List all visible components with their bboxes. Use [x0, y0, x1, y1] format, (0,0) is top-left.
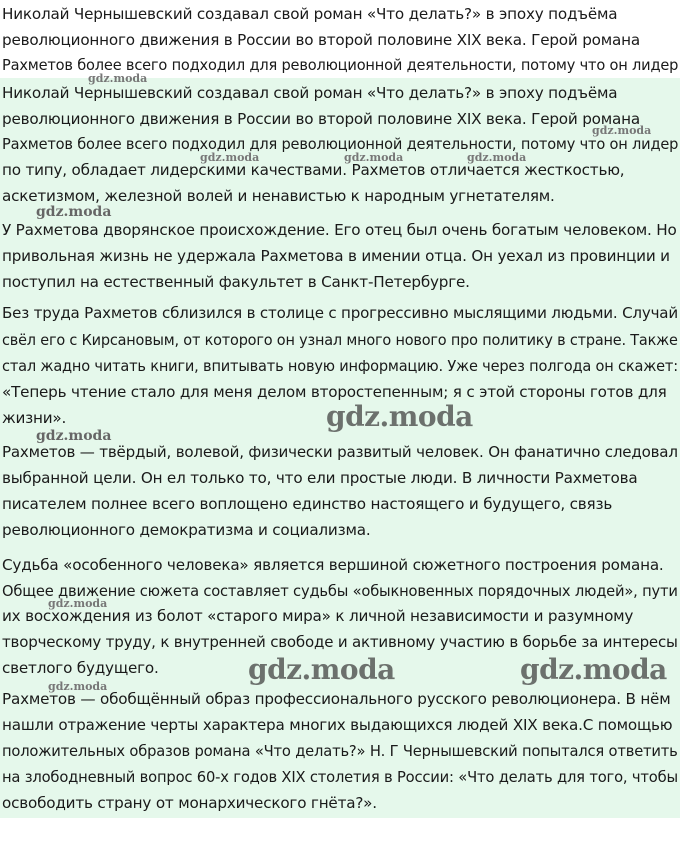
answer-text-line: поступил на естественный факультет в Санкт-Петербурге.	[2, 273, 470, 291]
watermark: gdz.moda	[248, 653, 395, 686]
watermark: gdz.moda	[467, 151, 527, 164]
answer-text-line: У Рахметова дворянское происхождение. Его отец был очень богатым человеком. Но	[2, 221, 677, 239]
answer-text-block	[0, 78, 680, 818]
answer-text-line: светлого будущего.	[2, 659, 159, 677]
top-text-line: революционного движения в России во второй половине XIX века. Герой романа	[2, 31, 640, 49]
answer-text-line: нашли отражение черты характера многих выдающихся людей XIX века.С помощью	[2, 716, 673, 734]
answer-text-line: их восхождения из болот «старого мира» к личной независимости и разумному	[2, 607, 634, 625]
watermark: gdz.moda	[48, 680, 108, 693]
answer-text-line: революционного движения в России во второй половине XIX века. Герой романа	[2, 110, 640, 128]
answer-text-line: выбранной цели. Он ел только то, что ели простые люди. В личности Рахметова	[2, 469, 638, 487]
watermark: gdz.moda	[344, 151, 404, 164]
answer-text-line: положительных образов романа «Что делать?» Н. Г Чернышевский попытался ответить	[2, 742, 678, 760]
answer-text-line: Рахметов более всего подходил для революционной деятельности, потому что он лидер	[2, 135, 679, 153]
answer-text-line: Общее движение сюжета составляет судьбы «обыкновенных порядочных людей», пути	[2, 582, 678, 600]
top-text-strip	[0, 0, 680, 78]
answer-text-line: Без труда Рахметов сблизился в столице с прогрессивно мыслящими людьми. Случай	[2, 304, 678, 322]
answer-text-line: освободить страну от монархического гнёта?».	[2, 794, 377, 812]
answer-text-line: творческому труду, к внутренней свободе и активному участию в борьбе за интересы	[2, 633, 678, 651]
watermark: gdz.moda	[592, 124, 652, 137]
answer-text-line: по типу, обладает лидерскими качествами. Рахметов отличается жесткостью,	[2, 161, 625, 179]
answer-text-line: привольная жизнь не удержала Рахметова в имении отца. Он уехал из провинции и	[2, 247, 670, 265]
answer-text-line: «Теперь чтение стало для меня делом второстепенным; я с этой стороны готов для	[2, 383, 667, 401]
answer-text-line: аскетизмом, железной волей и ненавистью к народным угнетателям.	[2, 187, 555, 205]
watermark: gdz.moda	[326, 400, 473, 433]
answer-text-line: Николай Чернышевский создавал свой роман «Что делать?» в эпоху подъёма	[2, 84, 618, 102]
watermark: gdz.moda	[48, 597, 108, 610]
watermark: gdz.moda	[36, 428, 112, 444]
top-text-line: Рахметов более всего подходил для революционной деятельности, потому что он лидер	[2, 56, 679, 74]
answer-text-line: свёл его с Кирсановым, от которого он узнал много нового про политику в стране. Также	[2, 331, 678, 349]
watermark: gdz.moda	[88, 72, 148, 85]
answer-text-line: жизни».	[2, 409, 67, 427]
answer-text-line: писателем полнее всего воплощено единство настоящего и будущего, связь	[2, 495, 613, 513]
answer-text-line: Судьба «особенного человека» является вершиной сюжетного построения романа.	[2, 556, 664, 574]
watermark: gdz.moda	[520, 653, 667, 686]
answer-text-line: стал жадно читать книги, впитывать новую информацию. Уже через полгода он скажет:	[2, 357, 678, 375]
answer-text-line: Рахметов — твёрдый, волевой, физически развитый человек. Он фанатично следовал	[2, 443, 678, 461]
answer-text-line: Рахметов — обобщённый образ профессионального русского революционера. В нём	[2, 690, 671, 708]
answer-text-line: революционного демократизма и социализма.	[2, 521, 371, 539]
top-text-line: Николай Чернышевский создавал свой роман «Что делать?» в эпоху подъёма	[2, 5, 618, 23]
watermark: gdz.moda	[200, 151, 260, 164]
watermark: gdz.moda	[36, 204, 112, 220]
answer-text-line: на злободневный вопрос 60-х годов XIX столетия в России: «Что делать для того, чтобы	[2, 768, 678, 786]
